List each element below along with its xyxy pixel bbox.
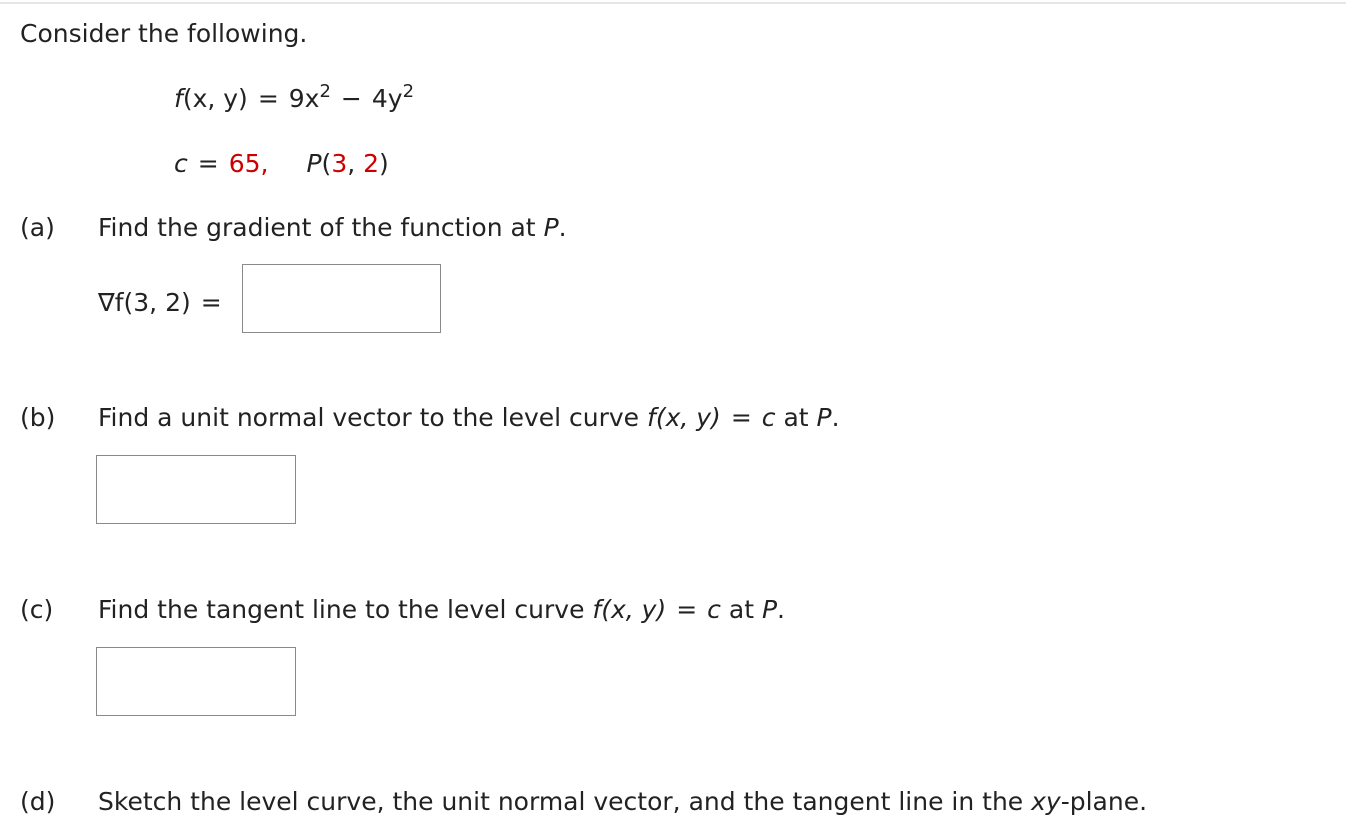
- function-minus: −: [340, 84, 362, 113]
- part-a-prompt: [20, 215, 567, 240]
- point-x-value: 3: [331, 149, 348, 178]
- part-c-text: Find the tangent line to the level curve: [98, 595, 593, 624]
- part-a-label: (a): [20, 213, 55, 242]
- part-d-text: Sketch the level curve, the unit normal vector, and the tangent line in the: [98, 787, 1032, 816]
- part-b-label: (b): [20, 403, 56, 432]
- part-c-label: (c): [20, 595, 54, 624]
- part-b-point: P: [816, 403, 832, 432]
- point-y-value: 2: [363, 149, 380, 178]
- function-term-2: 4y: [371, 84, 403, 113]
- function-exponent-2: 2: [402, 81, 415, 103]
- gradient-label: ∇f(3, 2): [98, 288, 191, 317]
- point-comma: ,: [347, 149, 364, 178]
- function-args: (x, y): [182, 84, 248, 113]
- part-c-end: .: [777, 595, 785, 624]
- part-c-fxy: f(x, y): [592, 595, 667, 624]
- part-c-at: at: [720, 595, 762, 624]
- point-label: P: [306, 149, 322, 178]
- part-a-end: .: [558, 213, 567, 242]
- point-close-paren: ): [379, 149, 389, 178]
- c-equals: =: [197, 149, 219, 178]
- intro-text: Consider the following.: [20, 19, 308, 48]
- part-c-equals: =: [676, 595, 698, 624]
- function-equals: =: [257, 84, 279, 113]
- gradient-equals: =: [200, 288, 222, 317]
- point-open-paren: (: [321, 149, 332, 178]
- c-value: 65,: [228, 149, 269, 178]
- part-b-c: c: [761, 403, 776, 432]
- part-d-label: (d): [20, 787, 56, 816]
- function-exponent-1: 2: [319, 81, 331, 103]
- part-d-end: -plane.: [1060, 787, 1148, 816]
- unit-normal-answer-input[interactable]: [96, 455, 296, 524]
- part-b-equals: =: [730, 403, 752, 432]
- function-term-1: 9x: [288, 84, 320, 113]
- part-b-prompt: [20, 405, 840, 430]
- function-name: f: [174, 84, 183, 113]
- function-definition: [174, 81, 415, 113]
- gradient-answer-input[interactable]: [242, 264, 441, 333]
- top-divider: [0, 2, 1346, 4]
- part-c-prompt: [20, 597, 785, 622]
- part-d-plane: xy: [1031, 787, 1061, 816]
- part-b-text: Find a unit normal vector to the level curve: [98, 403, 648, 432]
- part-a-point: P: [543, 213, 559, 242]
- part-d-prompt: [20, 789, 1147, 814]
- c-label: c: [174, 149, 188, 178]
- part-c-point: P: [761, 595, 778, 624]
- part-b-at: at: [775, 403, 817, 432]
- tangent-line-answer-input[interactable]: [96, 647, 296, 716]
- part-b-fxy: f(x, y): [647, 403, 721, 432]
- part-b-end: .: [831, 403, 840, 432]
- given-values: [174, 151, 389, 176]
- gradient-expression: [98, 290, 222, 315]
- part-c-c: c: [707, 595, 721, 624]
- part-a-text: Find the gradient of the function at: [98, 213, 544, 242]
